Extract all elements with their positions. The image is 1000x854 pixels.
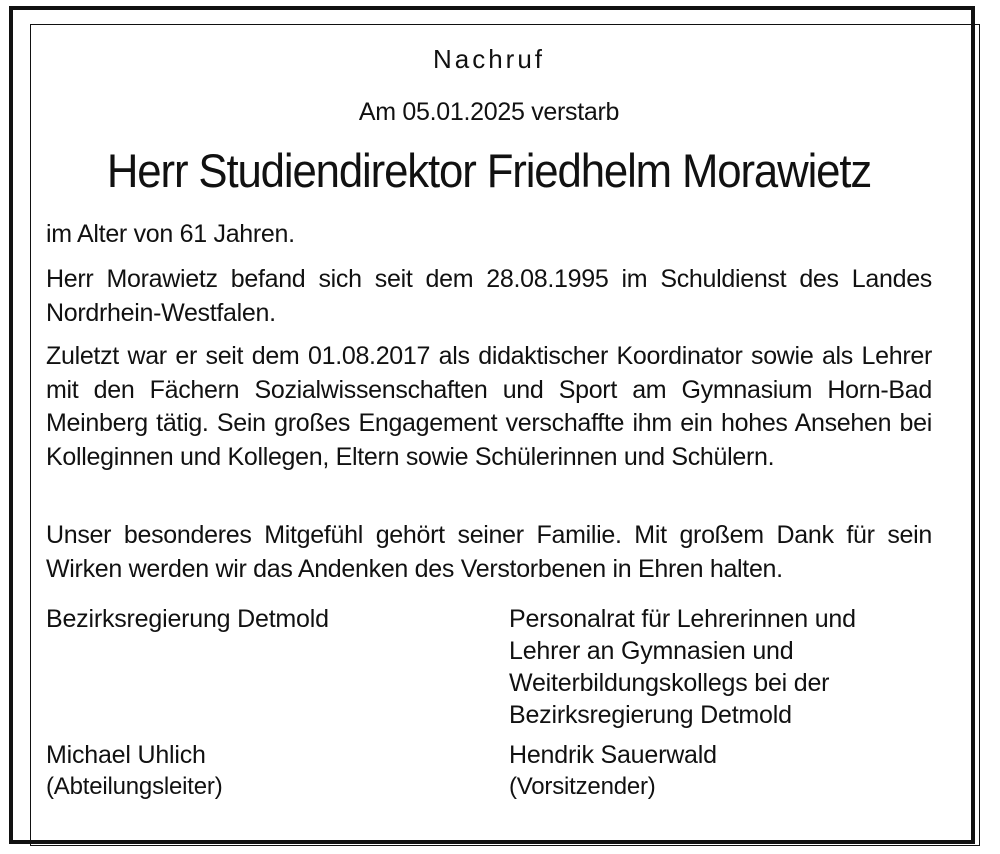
right-organization <box>509 603 939 731</box>
deceased-name: Herr Studiendirektor Friedhelm Morawietz <box>106 144 872 197</box>
signer-name: Michael Uhlich <box>46 741 206 769</box>
signer-name: Hendrik Sauerwald <box>509 741 717 769</box>
age-paragraph: im Alter von 61 Jahren. <box>46 220 295 248</box>
death-date-line: Am 05.01.2025 verstarb <box>358 98 620 126</box>
left-signer <box>46 739 222 803</box>
condolence-paragraph: Unser besonderes Mitgefühl gehört seiner Familie. Mit großem Dank für sein Wirken werden wir das Andenken des Verstorbenen in Ehren halten. <box>46 521 932 583</box>
service-paragraph: Herr Morawietz befand sich seit dem 28.08.1995 im Schuldienst des Landes Nordrhein-Westfalen. <box>46 265 932 327</box>
organization-line: Bezirksregierung Detmold <box>509 701 792 729</box>
signer-role: (Abteilungsleiter) <box>46 773 223 800</box>
left-organization <box>46 603 486 635</box>
organization-line: Lehrer an Gymnasien und <box>509 637 794 665</box>
organization-line: Weiterbildungskollegs bei der <box>509 669 830 697</box>
organization-line: Personalrat für Lehrerinnen und <box>509 605 856 633</box>
career-paragraph: Zuletzt war er seit dem 01.08.2017 als didaktischer Koordinator sowie als Lehrer mit den Fächern Sozialwissenschaften und Sport am Gymnasium Horn-Bad Meinberg tätig. Sein großes Engagement verschaffte ihm ein hohes Ansehen bei Kolleginnen und Kollegen, Eltern sowie Schülerinnen und Schülern. <box>46 342 932 471</box>
signer-role: (Vorsitzender) <box>509 773 656 800</box>
right-signer <box>509 739 717 803</box>
notice-heading: Nachruf <box>432 44 546 74</box>
organization-line: Bezirksregierung Detmold <box>46 605 329 633</box>
